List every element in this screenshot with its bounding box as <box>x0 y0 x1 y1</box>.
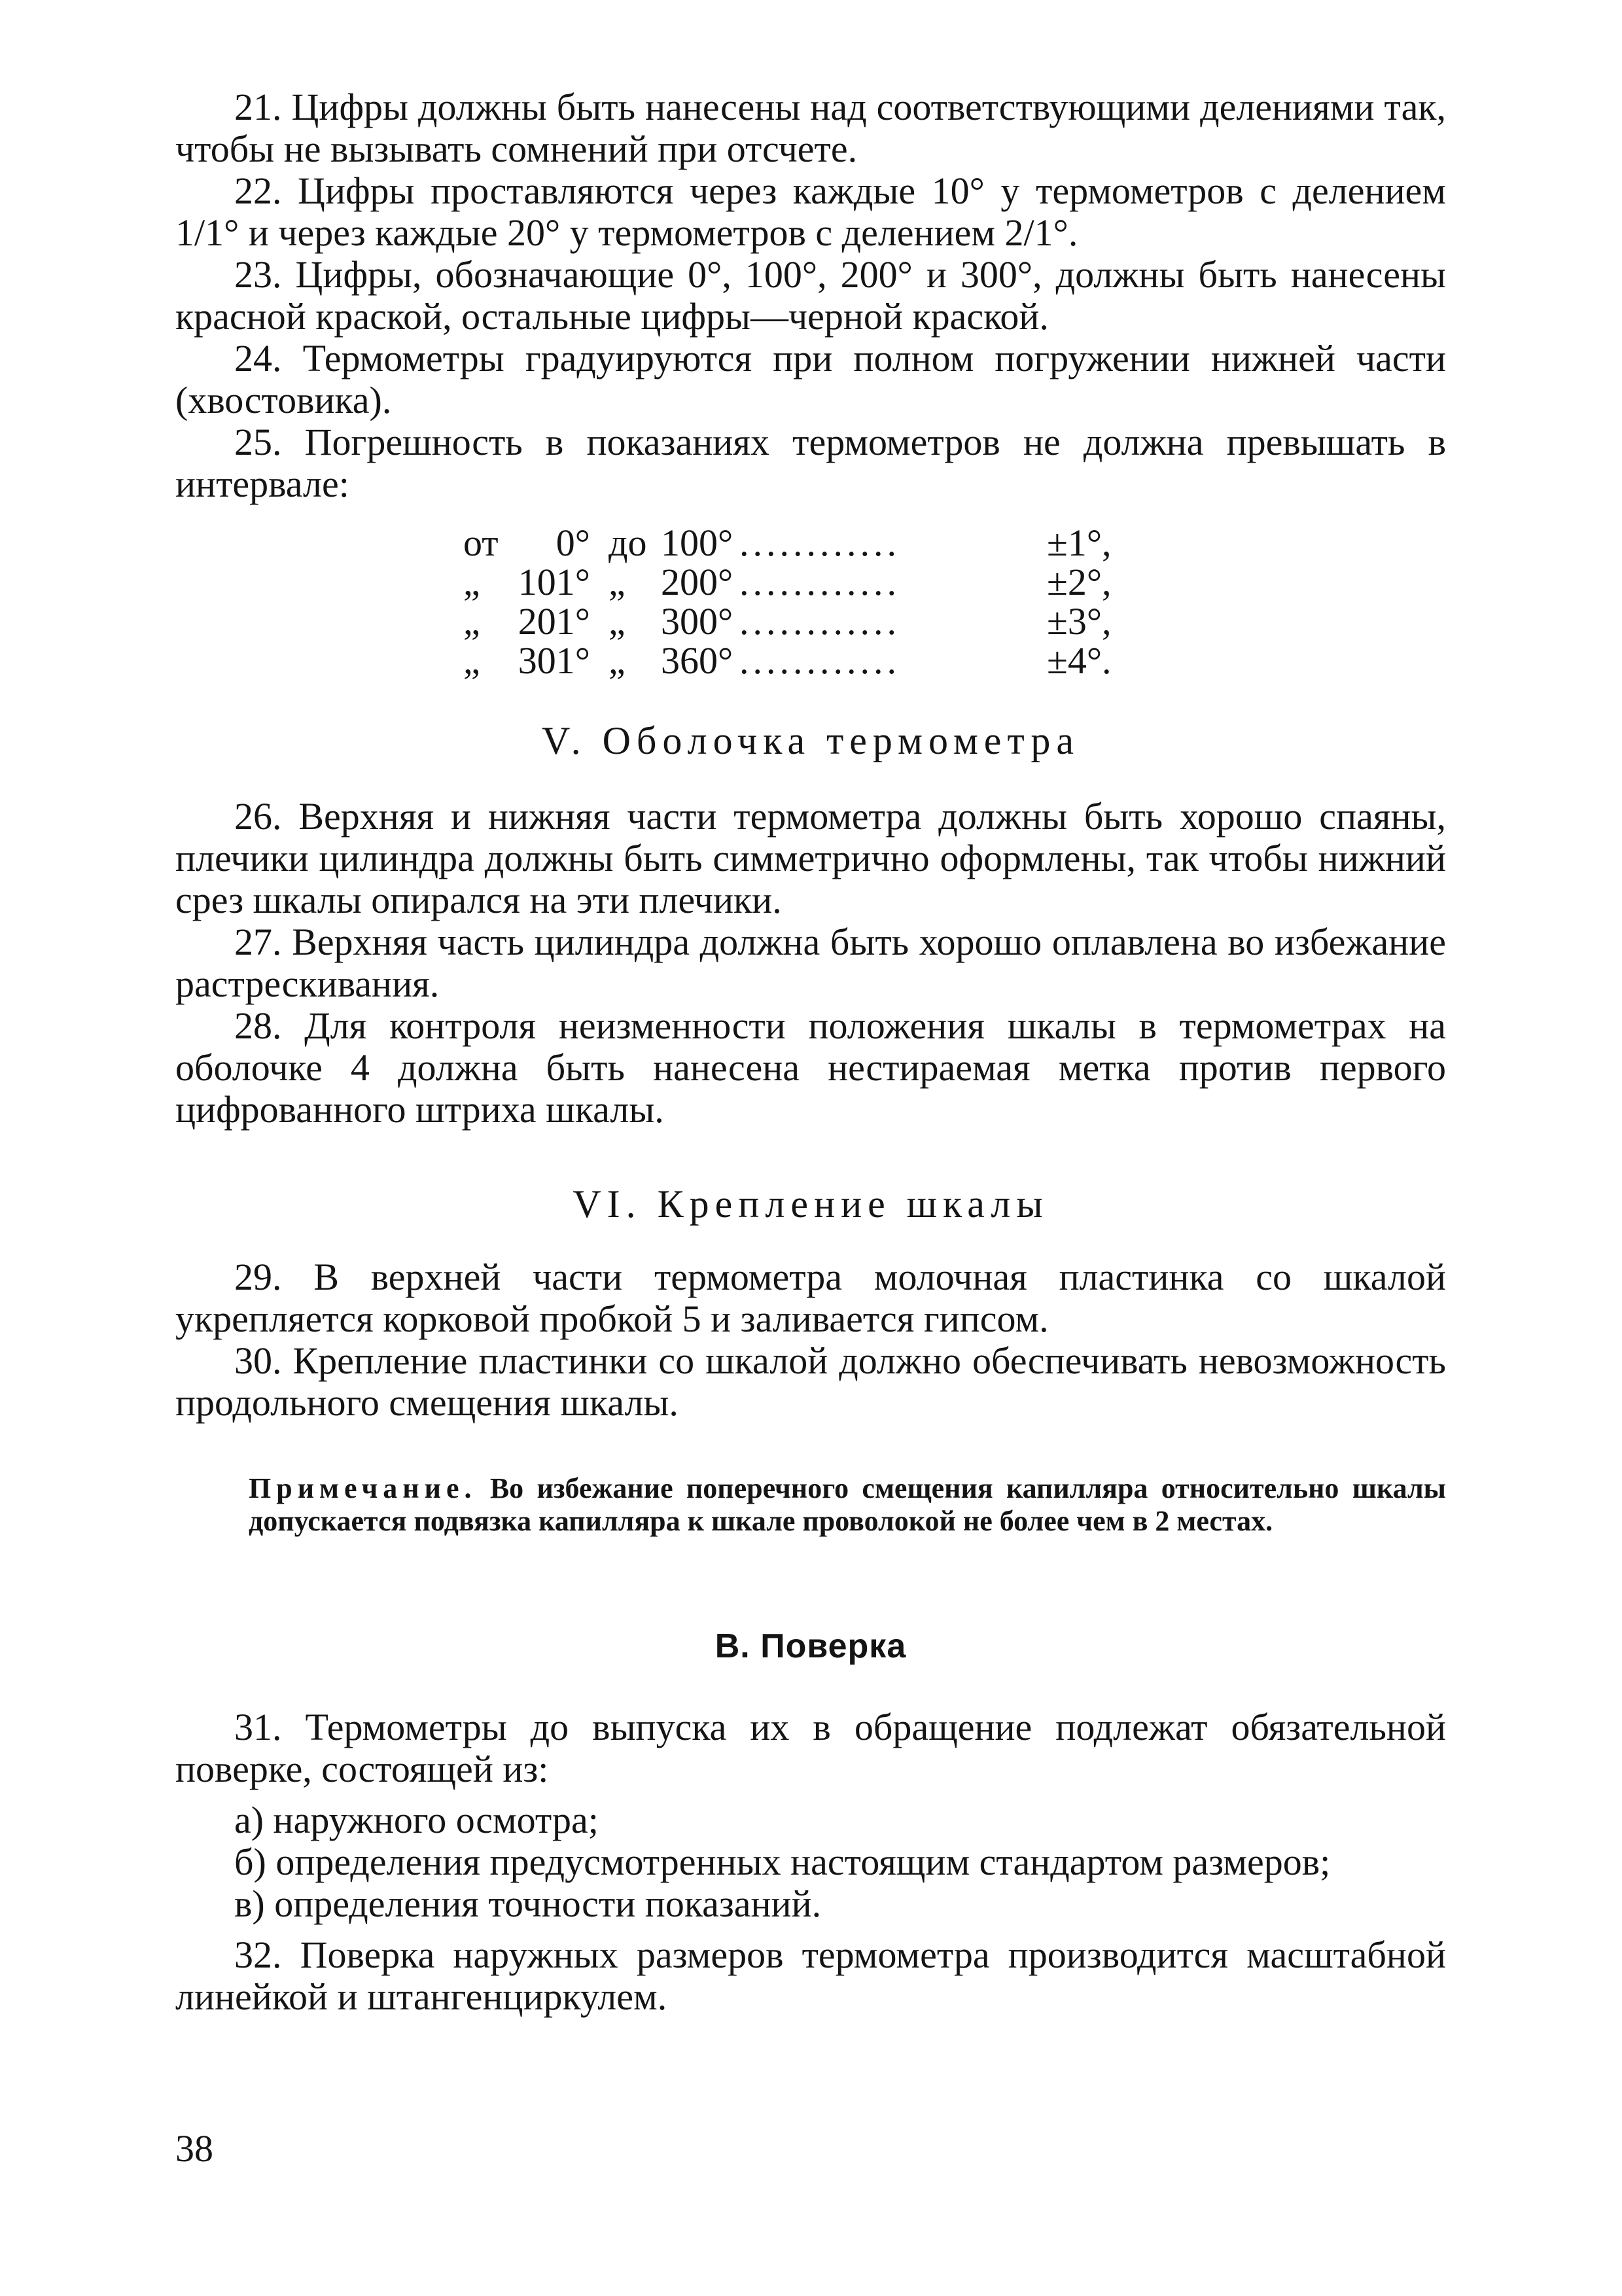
range-to: 100° <box>661 521 733 564</box>
range-from: 201° <box>518 600 590 643</box>
paragraph-26: 26. Верхняя и нижняя части термометра должны быть хорошо спаяны, плечики цилиндра должны быть симметрично оформлены, так чтобы нижний срез шкалы опирался на эти плечики. <box>175 795 1446 921</box>
paragraph-23: 23. Цифры, обозначающие 0°, 100°, 200° и 300°, должны быть нанесены красной краской, остальные цифры—черной краской. <box>175 253 1446 338</box>
range-prefix: „ <box>463 639 480 682</box>
paragraph-21: 21. Цифры должны быть нанесены над соответствующими делениями так, чтобы не вызывать сомнений при отсчете. <box>175 86 1446 170</box>
leader-dots: ............ <box>739 563 900 602</box>
range-to: 360° <box>661 639 733 682</box>
range-to: 200° <box>661 561 733 603</box>
range-connector: до <box>608 521 647 564</box>
note-block <box>249 1472 1446 1538</box>
section-heading-vi: VI. Крепление шкалы <box>573 1182 1049 1226</box>
range-prefix: „ <box>463 600 480 643</box>
range-prefix: „ <box>463 561 480 603</box>
page-number: 38 <box>175 2127 213 2170</box>
paragraph-31: 31. Термометры до выпуска их в обращение подлежат обязательной поверке, состоящей из: <box>175 1706 1446 1790</box>
paragraph-29: 29. В верхней части термометра молочная пластинка со шкалой укрепляется корковой пробкой 5 и заливается гипсом. <box>175 1256 1446 1340</box>
range-from: 301° <box>518 639 590 682</box>
paragraph-31c: в) определения точности показаний. <box>234 1882 822 1925</box>
tolerance-table <box>463 523 1112 680</box>
note-text: Во избежание поперечного смещения капилляра относительно шкалы допускается подвязка капилляра к шкале проволокой не более чем в 2 местах. <box>249 1472 1447 1537</box>
range-prefix: от <box>463 521 499 564</box>
tolerance-value: ±2°, <box>1047 561 1112 603</box>
tolerance-row <box>463 563 1112 602</box>
section-heading-v: V. Оболочка термометра <box>541 719 1080 762</box>
tolerance-row <box>463 641 1112 680</box>
range-from: 0° <box>555 521 590 564</box>
range-from: 101° <box>518 561 590 603</box>
section-heading-b: В. Поверка <box>714 1627 907 1665</box>
paragraph-28: 28. Для контроля неизменности положения шкалы в термометрах на оболочке 4 должна быть нанесена нестираемая метка против первого цифрованного штриха шкалы. <box>175 1004 1446 1131</box>
leader-dots: ............ <box>739 641 900 680</box>
paragraph-24: 24. Термометры градуируются при полном погружении нижней части (хвостовика). <box>175 337 1446 421</box>
tolerance-row <box>463 523 1112 563</box>
range-connector: „ <box>608 639 626 682</box>
leader-dots: ............ <box>739 523 900 563</box>
tolerance-row <box>463 602 1112 641</box>
paragraph-31b: б) определения предусмотренных настоящим стандартом размеров; <box>234 1841 1331 1883</box>
tolerance-value: ±4°. <box>1047 639 1112 682</box>
note-label: Примечание. <box>249 1472 477 1504</box>
range-to: 300° <box>661 600 733 643</box>
paragraph-30: 30. Крепление пластинки со шкалой должно обеспечивать невозможность продольного смещения шкалы. <box>175 1339 1446 1424</box>
range-connector: „ <box>608 561 626 603</box>
range-connector: „ <box>608 600 626 643</box>
paragraph-31a: а) наружного осмотра; <box>234 1799 599 1841</box>
page-content <box>175 86 1446 2018</box>
paragraph-32: 32. Поверка наружных размеров термометра производится масштабной линейкой и штангенциркулем. <box>175 1934 1446 2018</box>
leader-dots: ............ <box>739 602 900 641</box>
tolerance-value: ±3°, <box>1047 600 1112 643</box>
tolerance-value: ±1°, <box>1047 521 1112 564</box>
paragraph-22: 22. Цифры проставляются через каждые 10° у термометров с делением 1/1° и через каждые 20° у термометров с делением 2/1°. <box>175 169 1446 254</box>
paragraph-25: 25. Погрешность в показаниях термометров не должна превышать в интервале: <box>175 421 1446 505</box>
paragraph-27: 27. Верхняя часть цилиндра должна быть хорошо оплавлена во избежание растрескивания. <box>175 921 1446 1005</box>
